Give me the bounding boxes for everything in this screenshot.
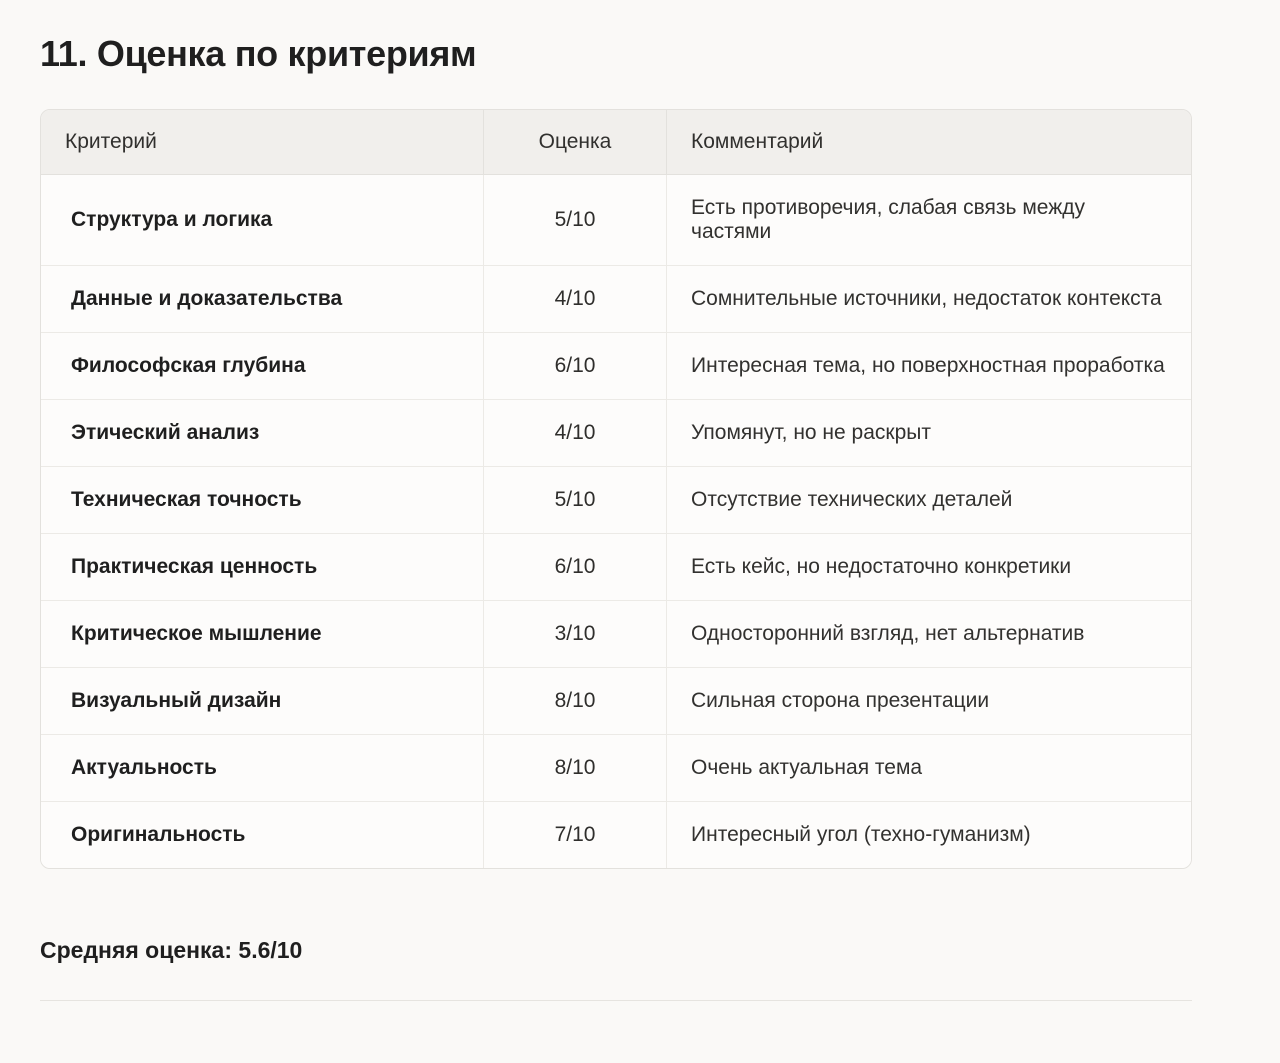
table-row <box>41 534 1191 601</box>
cell-score: 7/10 <box>484 802 667 869</box>
cell-score: 8/10 <box>484 735 667 802</box>
table-row <box>41 601 1191 668</box>
column-header-criterion: Критерий <box>41 110 484 175</box>
cell-comment: Отсутствие технических деталей <box>667 467 1192 534</box>
cell-criterion: Визуальный дизайн <box>41 668 484 735</box>
table-row <box>41 333 1191 400</box>
cell-comment: Упомянут, но не раскрыт <box>667 400 1192 467</box>
table-header-row <box>41 110 1191 175</box>
cell-score: 3/10 <box>484 601 667 668</box>
table-body <box>41 175 1191 869</box>
cell-score: 5/10 <box>484 175 667 266</box>
table-row <box>41 668 1191 735</box>
table-header <box>41 110 1191 175</box>
page-title: 11. Оценка по критериям <box>40 33 477 74</box>
cell-score: 5/10 <box>484 467 667 534</box>
cell-criterion: Практическая ценность <box>41 534 484 601</box>
average-score-label: Средняя оценка: 5.6/10 <box>40 937 303 964</box>
cell-criterion: Данные и доказательства <box>41 266 484 333</box>
table-row <box>41 266 1191 333</box>
criteria-table <box>41 110 1191 868</box>
cell-comment: Сомнительные источники, недостаток контекста <box>667 266 1192 333</box>
cell-comment: Интересная тема, но поверхностная проработка <box>667 333 1192 400</box>
cell-criterion: Философская глубина <box>41 333 484 400</box>
cell-comment: Очень актуальная тема <box>667 735 1192 802</box>
table-row <box>41 467 1191 534</box>
criteria-table-container <box>40 109 1192 869</box>
cell-criterion: Критическое мышление <box>41 601 484 668</box>
column-header-comment: Комментарий <box>667 110 1192 175</box>
table-row <box>41 735 1191 802</box>
cell-comment: Односторонний взгляд, нет альтернатив <box>667 601 1192 668</box>
table-row <box>41 175 1191 266</box>
table-row <box>41 802 1191 869</box>
cell-criterion: Этический анализ <box>41 400 484 467</box>
cell-score: 6/10 <box>484 534 667 601</box>
table-row <box>41 400 1191 467</box>
cell-comment: Есть противоречия, слабая связь между частями <box>667 175 1192 266</box>
cell-comment: Сильная сторона презентации <box>667 668 1192 735</box>
cell-score: 4/10 <box>484 400 667 467</box>
cell-criterion: Актуальность <box>41 735 484 802</box>
cell-criterion: Структура и логика <box>41 175 484 266</box>
cell-criterion: Техническая точность <box>41 467 484 534</box>
column-header-score: Оценка <box>484 110 667 175</box>
cell-score: 4/10 <box>484 266 667 333</box>
cell-score: 8/10 <box>484 668 667 735</box>
section-divider <box>40 1000 1192 1001</box>
cell-comment: Интересный угол (техно-гуманизм) <box>667 802 1192 869</box>
cell-criterion: Оригинальность <box>41 802 484 869</box>
cell-comment: Есть кейс, но недостаточно конкретики <box>667 534 1192 601</box>
cell-score: 6/10 <box>484 333 667 400</box>
